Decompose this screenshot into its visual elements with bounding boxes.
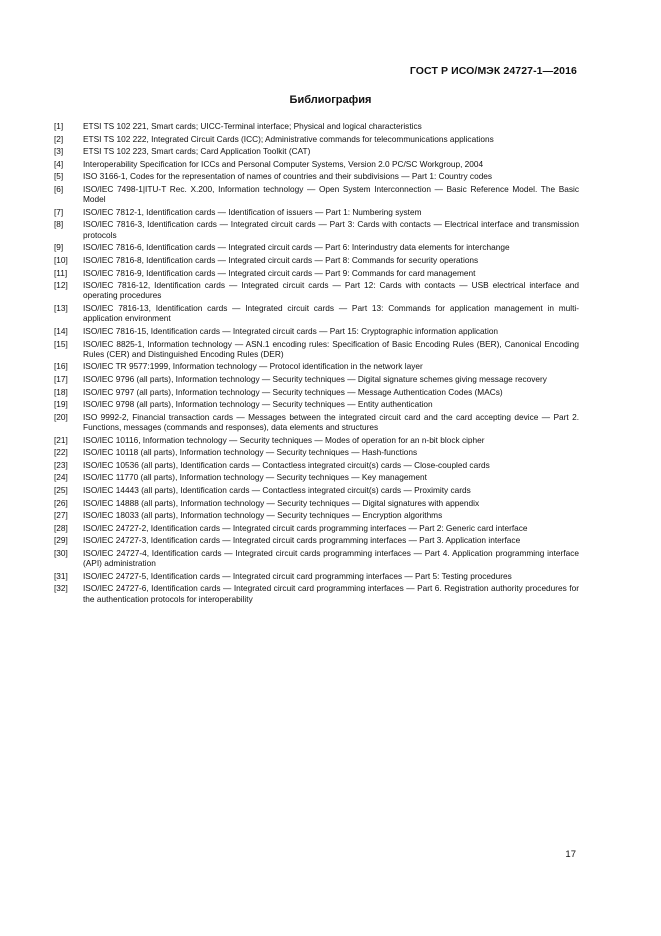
reference-text: ISO/IEC TR 9577:1999, Information technology — Protocol identification in the network layer (83, 361, 423, 372)
reference-number: [16] (54, 361, 68, 372)
reference-text: ISO/IEC 24727-4, Identification cards — Integrated circuit cards programming interfaces — Part 4. Application programming interface (API) administration (83, 548, 579, 569)
reference-text: ISO/IEC 7816-9, Identification cards — Integrated circuit cards — Part 9: Commands for card management (83, 267, 476, 278)
reference-number: [7] (54, 206, 64, 217)
reference-text: Interoperability Specification for ICCs and Personal Computer Systems, Version 2.0 PC/SC Workgroup, 2004 (83, 158, 484, 169)
bibliography-item (54, 134, 579, 144)
reference-number: [20] (54, 411, 68, 422)
bibliography-item (54, 242, 579, 252)
reference-text: ISO/IEC 10118 (all parts), Information technology — Security techniques — Hash-functions (83, 447, 418, 458)
reference-number: [24] (54, 472, 68, 483)
bibliography-item (54, 387, 579, 397)
bibliography-item (54, 498, 579, 508)
bibliography-item (54, 485, 579, 495)
reference-number: [4] (54, 158, 64, 169)
reference-text: ISO/IEC 9798 (all parts), Information technology — Security techniques — Entity authentication (83, 399, 433, 410)
bibliography-item (54, 460, 579, 470)
reference-text: ISO/IEC 10116, Information technology — Security techniques — Modes of operation for an n-bit block cipher (83, 434, 485, 445)
reference-text: ISO/IEC 24727-2, Identification cards — Integrated circuit cards programming interfaces — Part 2: Generic card interface (83, 522, 528, 533)
reference-number: [30] (54, 548, 68, 558)
bibliography-item (54, 339, 579, 360)
reference-number: [25] (54, 485, 68, 496)
reference-text: ISO/IEC 14888 (all parts), Information technology — Security techniques — Digital signatures with appendix (83, 497, 480, 508)
reference-number: [9] (54, 242, 64, 253)
bibliography-item (54, 159, 579, 169)
reference-text: ISO/IEC 7816-15, Identification cards — Integrated circuit cards — Part 15: Cryptographic information application (83, 325, 499, 336)
reference-text: ISO/IEC 24727-5, Identification cards — Integrated circuit card programming interfaces — Part 5: Testing procedures (83, 570, 512, 581)
bibliography-item (54, 583, 579, 604)
standard-id: ГОСТ Р ИСО/МЭК 24727-1—2016 (409, 65, 577, 77)
reference-text: ISO/IEC 8825-1, Information technology — ASN.1 encoding rules: Specification of Basic Encoding Rules (BER), Canonical Encoding Rules (CER) and Distinguished Encoding Rules (DER) (83, 338, 579, 359)
reference-number: [23] (54, 459, 68, 470)
bibliography-item (54, 472, 579, 482)
bibliography-item (54, 121, 579, 131)
bibliography-item (54, 571, 579, 581)
reference-number: [18] (54, 386, 68, 397)
reference-text: ISO/IEC 18033 (all parts), Information technology — Security techniques — Encryption algorithms (83, 510, 443, 521)
bibliography-item (54, 326, 579, 336)
reference-number: [22] (54, 447, 68, 458)
reference-number: [12] (54, 280, 68, 291)
reference-number: [13] (54, 303, 68, 314)
bibliography-item (54, 548, 579, 569)
reference-number: [14] (54, 325, 68, 336)
reference-number: [11] (54, 267, 68, 278)
reference-number: [8] (54, 219, 64, 230)
bibliography-item (54, 171, 579, 181)
reference-number: [29] (54, 535, 68, 546)
bibliography-item (54, 219, 579, 240)
reference-number: [10] (54, 254, 68, 265)
reference-number: [31] (54, 570, 68, 581)
bibliography-item (54, 374, 579, 384)
reference-text: ISO/IEC 14443 (all parts), Identification cards — Contactless integrated circuit(s) cards — Proximity cards (83, 485, 471, 496)
reference-number: [6] (54, 183, 64, 194)
reference-text: ISO/IEC 7816-12, Identification cards — Integrated circuit cards — Part 12: Cards with contacts — USB electrical interface and operating procedures (83, 280, 579, 301)
reference-number: [26] (54, 497, 68, 508)
reference-text: ETSI TS 102 223, Smart cards; Card Application Toolkit (CAT) (83, 146, 311, 157)
reference-number: [15] (54, 338, 68, 349)
bibliography-item (54, 303, 579, 324)
bibliography-item (54, 399, 579, 409)
bibliography-item (54, 447, 579, 457)
bibliography-item (54, 268, 579, 278)
reference-number: [1] (54, 121, 64, 131)
bibliography-item (54, 255, 579, 265)
reference-text: ISO/IEC 24727-3, Identification cards — Integrated circuit cards programming interfaces — Part 3. Application interface (83, 535, 521, 546)
reference-number: [19] (54, 399, 68, 410)
bibliography-item (54, 146, 579, 156)
bibliography-item (54, 184, 579, 205)
bibliography-item (54, 435, 579, 445)
reference-number: [28] (54, 522, 68, 533)
reference-number: [32] (54, 583, 68, 594)
bibliography-item (54, 535, 579, 545)
page-title: Библиография (289, 94, 372, 106)
reference-text: ETSI TS 102 221, Smart cards; UICC-Terminal interface; Physical and logical characteristics (83, 121, 422, 131)
reference-text: ISO 3166-1, Codes for the representation of names of countries and their subdivisions — Part 1: Country codes (83, 171, 493, 182)
reference-text: ISO/IEC 7816-8, Identification cards — Integrated circuit cards — Part 8: Commands for security operations (83, 254, 479, 265)
reference-number: [5] (54, 171, 64, 182)
bibliography-item (54, 523, 579, 533)
reference-text: ISO/IEC 7812-1, Identification cards — Identification of issuers — Part 1: Numbering system (83, 206, 422, 217)
reference-text: ISO/IEC 7816-3, Identification cards — Integrated circuit cards — Part 3: Cards with contacts — Electrical interface and transmission protocols (83, 219, 579, 240)
reference-text: ISO/IEC 7816-13, Identification cards — Integrated circuit cards — Part 13: Commands for application management in multi-application environment (83, 303, 579, 324)
reference-text: ETSI TS 102 222, Integrated Circuit Cards (ICC); Administrative commands for telecommunications applications (83, 133, 494, 144)
reference-number: [3] (54, 146, 64, 157)
reference-number: [27] (54, 510, 68, 521)
reference-text: ISO/IEC 9797 (all parts), Information technology — Security techniques — Message Authentication Codes (MACs) (83, 386, 503, 397)
bibliography-list (54, 121, 579, 606)
bibliography-item (54, 280, 579, 301)
reference-number: [21] (54, 434, 68, 445)
bibliography-item (54, 361, 579, 371)
bibliography-item (54, 412, 579, 433)
reference-text: ISO 9992-2, Financial transaction cards — Messages between the integrated circuit card and the card accepting device — Part 2. Functions, messages (commands and responses), data elements and structures (83, 411, 579, 433)
reference-text: ISO/IEC 11770 (all parts), Information technology — Security techniques — Key management (83, 472, 427, 483)
reference-text: ISO/IEC 9796 (all parts), Information technology — Security techniques — Digital signature schemes giving message recovery (83, 373, 547, 384)
reference-text: ISO/IEC 24727-6, Identification cards — Integrated circuit card programming interfaces — Part 6. Registration authority procedures for the authentication protocols for interoperability (83, 583, 579, 604)
reference-number: [17] (54, 373, 68, 384)
bibliography-item (54, 207, 579, 217)
page-number: 17 (565, 849, 576, 860)
reference-text: ISO/IEC 7816-6, Identification cards — Integrated circuit cards — Part 6: Interindustry data elements for interchange (83, 242, 510, 253)
bibliography-item (54, 510, 579, 520)
reference-number: [2] (54, 133, 64, 144)
reference-text: ISO/IEC 10536 (all parts), Identification cards — Contactless integrated circuit(s) cards — Close-coupled cards (83, 459, 490, 470)
reference-text: ISO/IEC 7498-1|ITU-T Rec. X.200, Information technology — Open System Interconnection — Basic Reference Model. The Basic Model (83, 183, 579, 205)
